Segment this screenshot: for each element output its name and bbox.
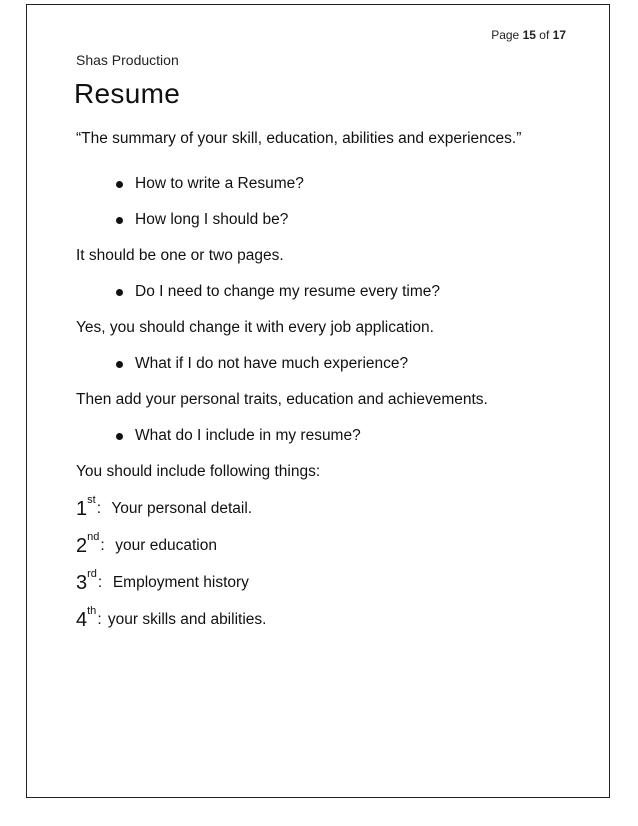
- page-total: 17: [552, 28, 566, 42]
- bullet-icon: [116, 433, 123, 440]
- bullet-text: What if I do not have much experience?: [135, 355, 409, 373]
- bullet-text: How to write a Resume?: [135, 175, 304, 193]
- ordinal-number: 3: [76, 571, 88, 594]
- document-body: [76, 124, 556, 638]
- ordinal-separator: :: [96, 499, 101, 517]
- answer-text: You should include following things:: [76, 463, 321, 481]
- bullet-text: How long I should be?: [135, 211, 289, 229]
- bullet-icon: [116, 361, 123, 368]
- answer-text: It should be one or two pages.: [76, 247, 284, 265]
- bullet-icon: [116, 289, 123, 296]
- bullet-text: What do I include in my resume?: [135, 427, 361, 445]
- ordinal-separator: :: [100, 536, 105, 554]
- ordinal-number: 1: [76, 497, 88, 520]
- ordinal-item: [76, 527, 556, 564]
- header-company: Shas Production: [76, 52, 179, 68]
- bullet-icon: [116, 181, 123, 188]
- ordinal-suffix: nd: [87, 531, 100, 544]
- ordinal-number: 2: [76, 534, 88, 557]
- ordinal-item: [76, 601, 556, 638]
- ordinal-suffix: rd: [87, 568, 97, 581]
- ordinal-text: your education: [106, 536, 217, 554]
- bullet-item: [76, 166, 556, 202]
- ordinal-suffix: th: [87, 605, 97, 618]
- page-label: Page: [491, 28, 520, 42]
- ordinal-number: 4: [76, 608, 88, 631]
- ordinal-item: [76, 564, 556, 601]
- page-current: 15: [522, 28, 536, 42]
- page-number: [491, 28, 566, 42]
- ordinal-text: Your personal detail.: [103, 499, 253, 517]
- ordinal-separator: :: [97, 573, 103, 591]
- ordinal-suffix: st: [87, 494, 96, 507]
- ordinal-text: Employment history: [104, 573, 249, 591]
- page-of-label: of: [539, 28, 550, 42]
- bullet-item: [76, 346, 556, 382]
- ordinal-separator: :: [97, 610, 102, 628]
- ordinal-item: [76, 490, 556, 527]
- bullet-icon: [116, 217, 123, 224]
- summary-quote: “The summary of your skill, education, abilities and experiences.”: [76, 130, 522, 147]
- bullet-item: [76, 274, 556, 310]
- document-title: Resume: [74, 78, 181, 109]
- ordinal-text: your skills and abilities.: [103, 610, 267, 628]
- bullet-item: [76, 418, 556, 454]
- bullet-item: [76, 202, 556, 238]
- bullet-text: Do I need to change my resume every time?: [135, 283, 440, 301]
- answer-text: Then add your personal traits, education and achievements.: [76, 391, 488, 409]
- answer-text: Yes, you should change it with every job application.: [76, 319, 434, 337]
